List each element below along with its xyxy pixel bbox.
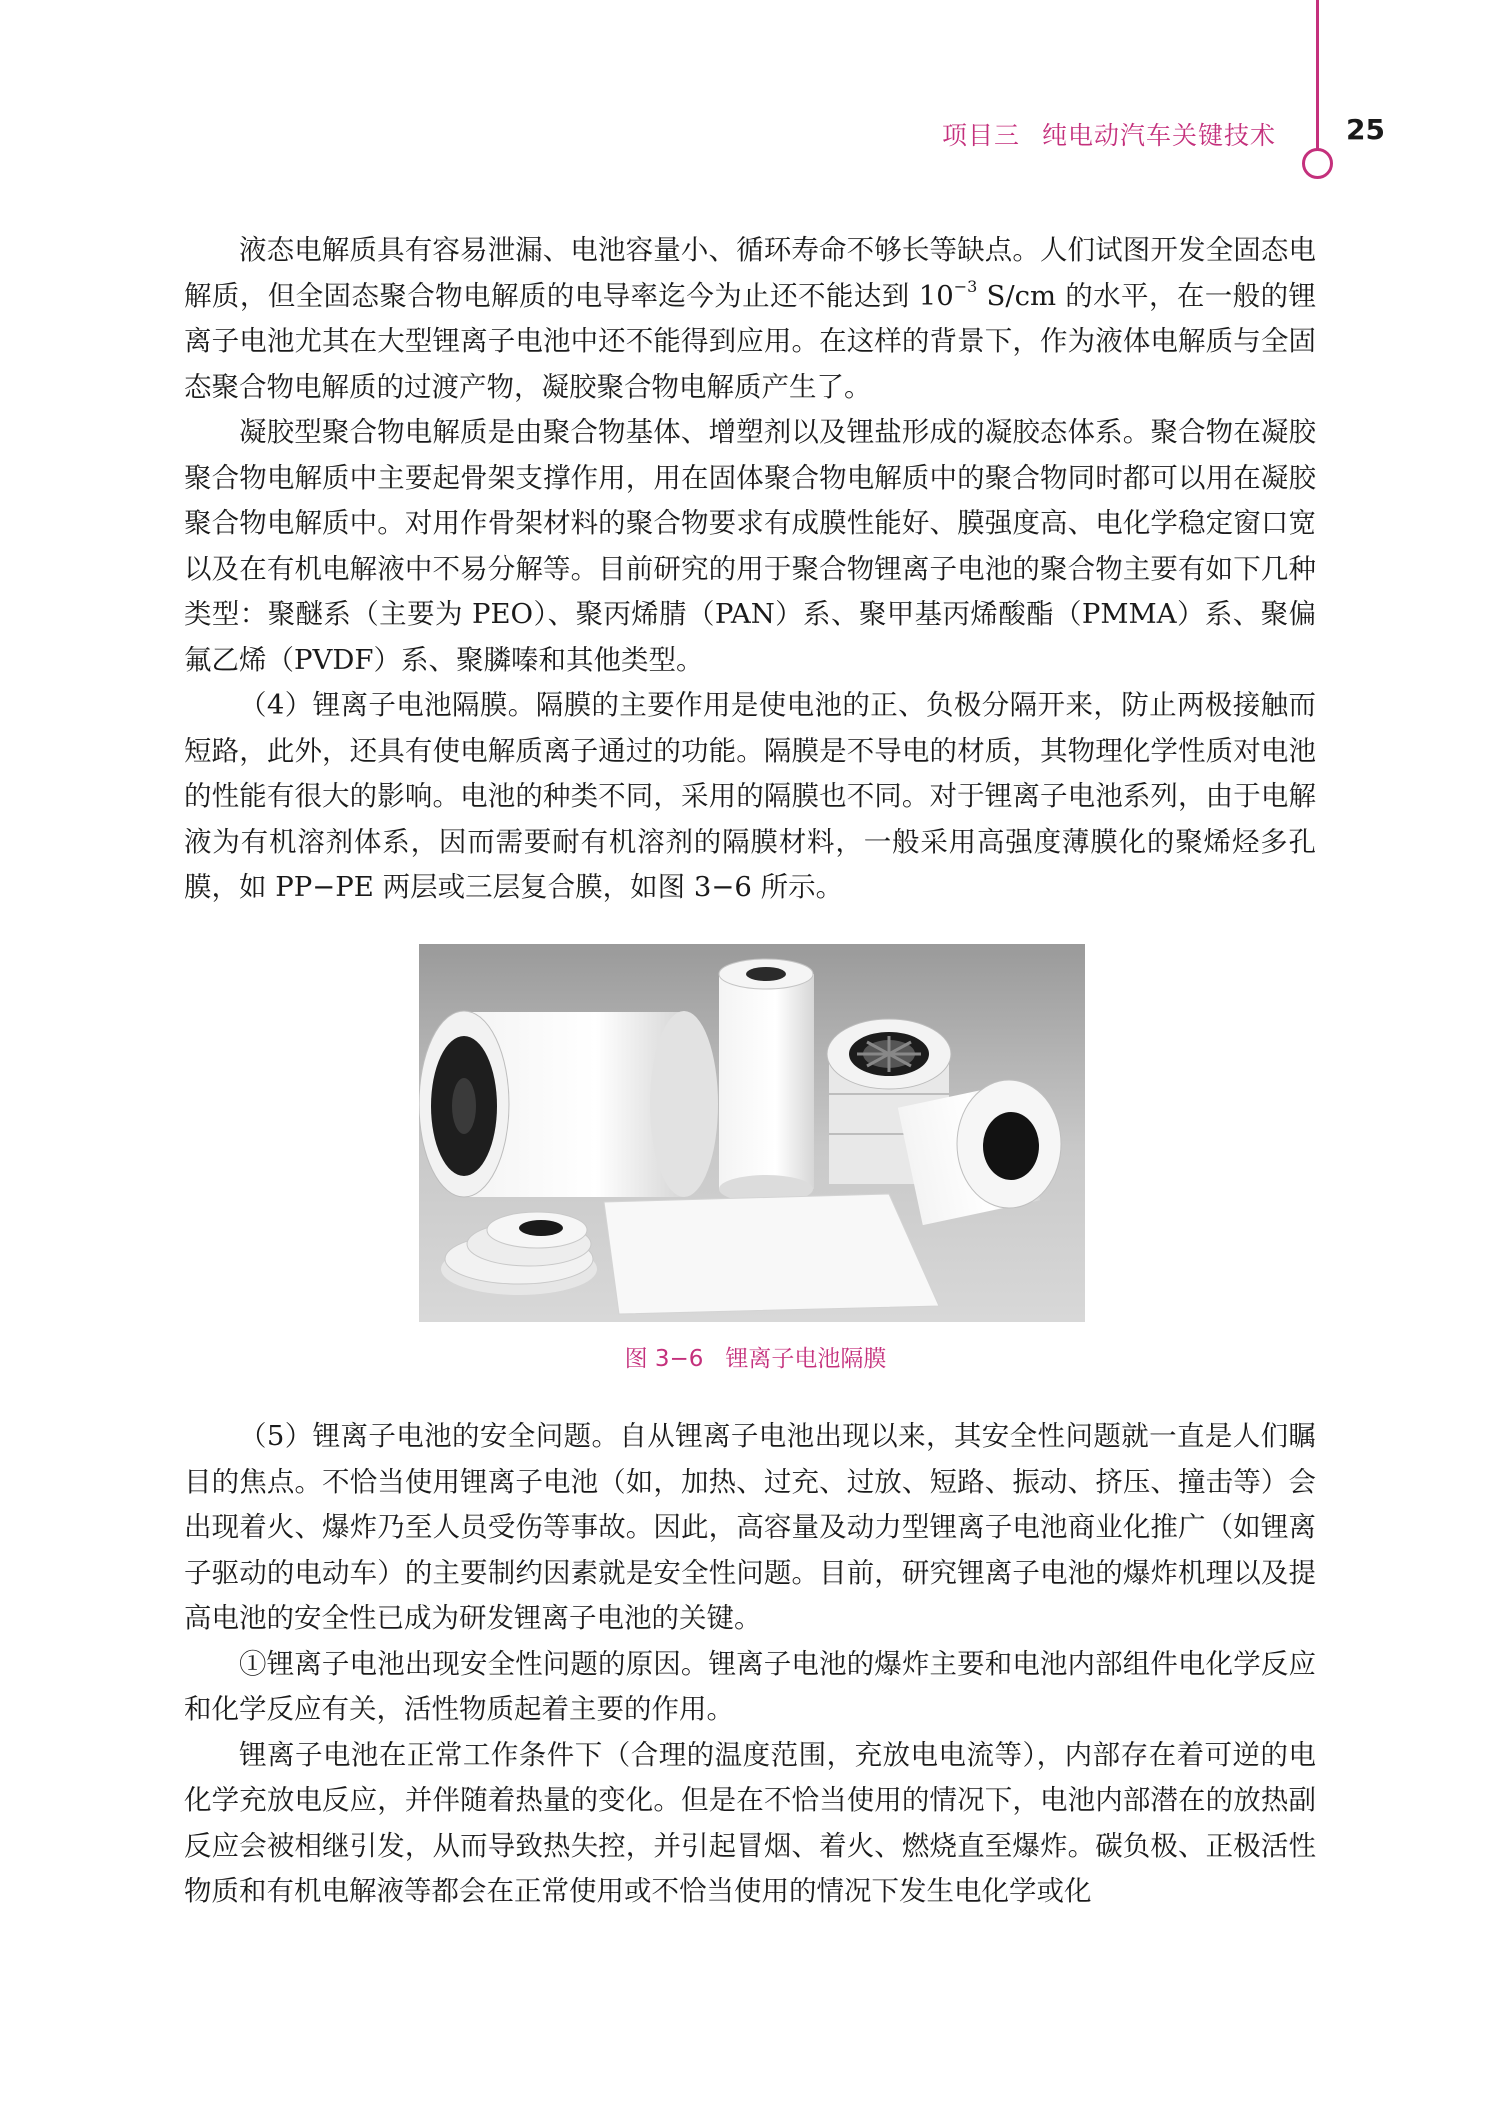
paragraph-safety-issue: （5）锂离子电池的安全问题。自从锂离子电池出现以来，其安全性问题就一直是人们瞩目的焦点。不恰当使用锂离子电池（如，加热、过充、过放、短路、振动、挤压、撞击等）会出现着火、爆炸乃至人员受伤等事故。因此，高容量及动力型锂离子电池商业化推广（如锂离子驱动的电动车）的主要制约因素就是安全性问题。目前，研究锂离子电池的爆炸机理以及提高电池的安全性已成为研发锂离子电池的关键。: [184, 1420, 1316, 1634]
paragraph-separator: （4）锂离子电池隔膜。隔膜的主要作用是使电池的正、负极分隔开来，防止两极接触而短路，此外，还具有使电解质离子通过的功能。隔膜是不导电的材质，其物理化学性质对电池的性能有很大的影响。电池的种类不同，采用的隔膜也不同。对于锂离子电池系列，由于电解液为有机溶剂体系，因而需要耐有机溶剂的隔膜材料，一般采用高强度薄膜化的聚烯烃多孔膜，如 PP−PE 两层或三层复合膜，如图 3−6 所示。: [184, 689, 1316, 903]
separator-rolls-illustration: [419, 944, 1085, 1322]
superscript-exponent: −3: [953, 277, 978, 297]
header-vertical-rule: [1316, 0, 1319, 152]
figure-caption: [0, 1340, 1511, 1373]
figure-separator-photo: [419, 944, 1085, 1322]
paragraph-liquid-electrolyte: [184, 228, 1316, 410]
flat-separator-sheet: [604, 1194, 939, 1314]
header-chapter-title: 纯电动汽车关键技术: [1041, 121, 1276, 150]
figure-caption-text: 锂离子电池隔膜: [725, 1346, 887, 1372]
text-block-top: [184, 228, 1316, 911]
figure-number: 图 3−6: [624, 1346, 704, 1372]
running-header: [0, 112, 1511, 162]
header-section: 项目三: [941, 121, 1020, 150]
header-circle-ornament: [1302, 148, 1333, 179]
text-block-bottom: [184, 1414, 1316, 1915]
paragraph-text: S/cm 的水平，在一般的锂离子电池尤其在大型锂离子电池中还不能得到应用。在这样的背景下，作为液体电解质与全固态聚合物电解质的过渡产物，凝胶聚合物电解质产生了。: [184, 279, 1316, 403]
page-number: 25: [1346, 113, 1385, 146]
tall-roll: [719, 959, 814, 1203]
paragraph-text: 液态电解质具有容易泄漏、电池容量小、循环寿命不够长等缺点。人们试图开发全固态电解质，但全固态聚合物电解质的电导率迄今为止还不能达到 10: [184, 234, 1316, 312]
paragraph-gel-polymer: 凝胶型聚合物电解质是由聚合物基体、增塑剂以及锂盐形成的凝胶态体系。聚合物在凝胶聚合物电解质中主要起骨架支撑作用，用在固体聚合物电解质中的聚合物同时都可以用在凝胶聚合物电解质中。对用作骨架材料的聚合物要求有成膜性能好、膜强度高、电化学稳定窗口宽以及在有机电解液中不易分解等。目前研究的用于聚合物锂离子电池的聚合物主要有如下几种类型：聚醚系（主要为 PEO）、聚丙烯腈（PAN）系、聚甲基丙烯酸酯（PMMA）系、聚偏氟乙烯（PVDF）系、聚膦嗪和其他类型。: [184, 416, 1316, 676]
paragraph-safety-causes: ①锂离子电池出现安全性问题的原因。锂离子电池的爆炸主要和电池内部组件电化学反应和化学反应有关，活性物质起着主要的作用。: [184, 1647, 1316, 1725]
header-title: [942, 116, 1276, 152]
large-roll: [419, 1011, 718, 1197]
paragraph-normal-conditions: 锂离子电池在正常工作条件下（合理的温度范围，充放电电流等），内部存在着可逆的电化学充放电反应，并伴随着热量的变化。但是在不恰当使用的情况下，电池内部潜在的放热副反应会被相继引发，从而导致热失控，并引起冒烟、着火、燃烧直至爆炸。碳负极、正极活性物质和有机电解液等都会在正常使用或不恰当使用的情况下发生电化学或化: [184, 1738, 1316, 1907]
